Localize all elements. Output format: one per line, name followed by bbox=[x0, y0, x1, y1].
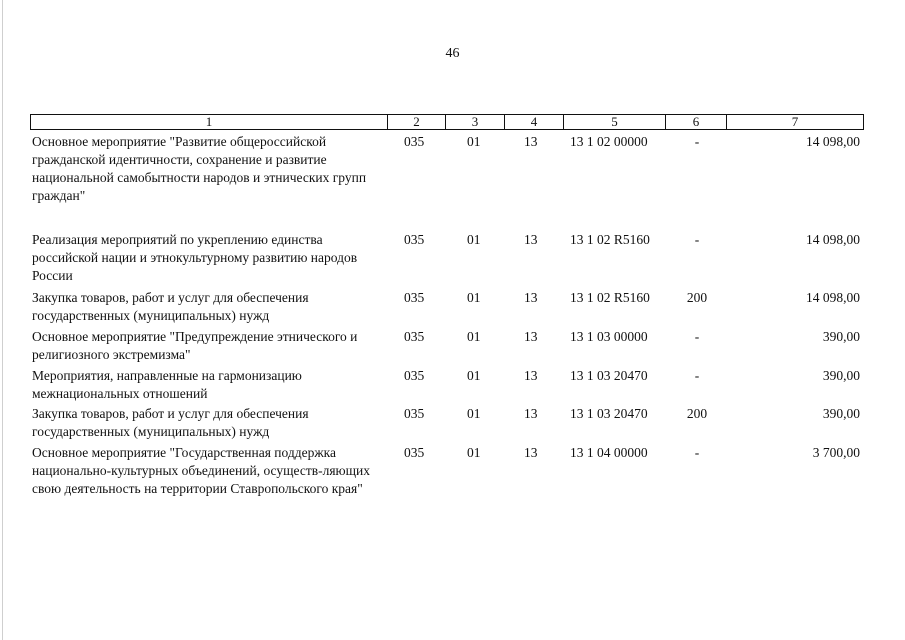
row-col-4: 13 bbox=[524, 406, 538, 421]
row-col-6: - bbox=[694, 368, 700, 383]
row-col-4: 13 bbox=[524, 368, 538, 383]
row-col-6: 200 bbox=[686, 406, 708, 421]
page-number: 46 bbox=[445, 46, 460, 61]
row-col-4: 13 bbox=[524, 134, 538, 149]
row-col-7: 390,00 bbox=[822, 368, 860, 383]
header-col-1: 1 bbox=[31, 115, 388, 129]
row-description: Реализация мероприятий по укреплению единства российской нации и этнокультурному развитию народов России bbox=[32, 232, 358, 283]
row-col-4: 13 bbox=[524, 329, 538, 344]
row-col-6: - bbox=[694, 445, 700, 460]
row-col-3: 01 bbox=[467, 406, 481, 421]
row-col-5: 13 1 02 R5160 bbox=[570, 232, 650, 247]
row-col-6: - bbox=[694, 232, 700, 247]
row-col-7: 14 098,00 bbox=[806, 134, 860, 149]
row-col-5: 13 1 02 R5160 bbox=[570, 290, 650, 305]
row-col-5: 13 1 04 00000 bbox=[570, 445, 648, 460]
row-col-4: 13 bbox=[524, 445, 538, 460]
header-col-5: 5 bbox=[564, 115, 666, 129]
row-description: Закупка товаров, работ и услуг для обеспечения государственных (муниципальных) нужд bbox=[32, 406, 309, 439]
row-col-3: 01 bbox=[467, 290, 481, 305]
row-col-2: 035 bbox=[404, 329, 425, 344]
header-col-6: 6 bbox=[666, 115, 727, 129]
row-col-2: 035 bbox=[404, 134, 425, 149]
row-col-3: 01 bbox=[467, 368, 481, 383]
row-col-7: 14 098,00 bbox=[806, 290, 860, 305]
row-col-6: - bbox=[694, 329, 700, 344]
row-col-4: 13 bbox=[524, 290, 538, 305]
row-col-4: 13 bbox=[524, 232, 538, 247]
header-col-2: 2 bbox=[388, 115, 446, 129]
row-description: Мероприятия, направленные на гармонизацию межнациональных отношений bbox=[32, 368, 302, 401]
row-col-2: 035 bbox=[404, 445, 425, 460]
page-edge-line bbox=[2, 0, 3, 640]
table-header bbox=[30, 114, 864, 130]
row-description: Основное мероприятие "Развитие общероссийской гражданской идентичности, сохранение и развитие национальной самобытности народов и этнических групп граждан" bbox=[32, 134, 367, 203]
row-col-5: 13 1 03 00000 bbox=[570, 329, 648, 344]
row-col-2: 035 bbox=[404, 406, 425, 421]
row-col-5: 13 1 02 00000 bbox=[570, 134, 648, 149]
row-col-2: 035 bbox=[404, 232, 425, 247]
row-col-2: 035 bbox=[404, 368, 425, 383]
row-col-3: 01 bbox=[467, 329, 481, 344]
row-col-5: 13 1 03 20470 bbox=[570, 406, 648, 421]
row-description: Основное мероприятие "Государственная поддержка национально-культурных объединений, осуществ-ляющих свою деятельность на территории Ставропольского края" bbox=[32, 445, 371, 496]
row-col-7: 14 098,00 bbox=[806, 232, 860, 247]
row-col-2: 035 bbox=[404, 290, 425, 305]
row-col-7: 3 700,00 bbox=[812, 445, 860, 460]
row-col-5: 13 1 03 20470 bbox=[570, 368, 648, 383]
row-col-3: 01 bbox=[467, 232, 481, 247]
row-col-7: 390,00 bbox=[822, 329, 860, 344]
row-col-6: - bbox=[694, 134, 700, 149]
row-description: Основное мероприятие "Предупреждение этнического и религиозного экстремизма" bbox=[32, 329, 358, 362]
header-col-7: 7 bbox=[791, 114, 799, 129]
header-col-4: 4 bbox=[505, 115, 564, 129]
row-col-7: 390,00 bbox=[822, 406, 860, 421]
row-col-6: 200 bbox=[686, 290, 708, 305]
row-col-3: 01 bbox=[467, 445, 481, 460]
row-col-3: 01 bbox=[467, 134, 481, 149]
header-col-3: 3 bbox=[446, 115, 505, 129]
row-description: Закупка товаров, работ и услуг для обеспечения государственных (муниципальных) нужд bbox=[32, 290, 309, 323]
